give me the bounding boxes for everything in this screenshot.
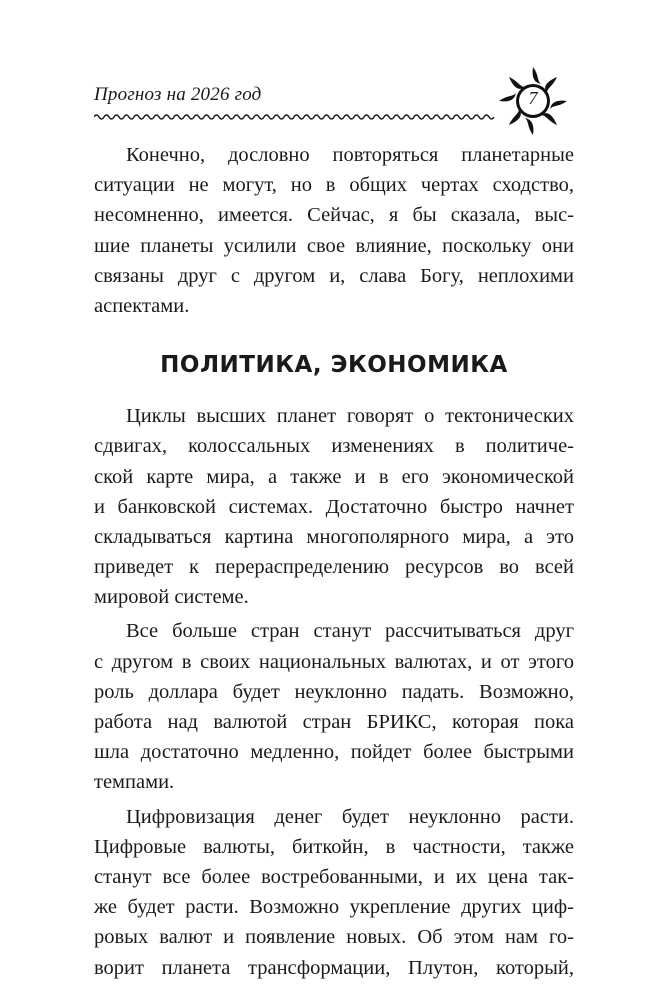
page-header [94,84,574,132]
text-line: аспектами. [94,294,190,317]
text-line: Цифровизация денег будет неуклонно расти. [126,805,574,828]
text-line: шла достаточно медленно, пойдет более быстрыми [94,741,574,764]
page-body [94,140,574,983]
text-line: несомненно, имеется. Сейчас, я бы сказала, выс- [94,204,574,227]
text-line: станут все более востребованными, и их цена так- [94,865,574,888]
text-line: ситуации не могут, но в общих чертах сходство, [94,174,574,197]
text-line: Конечно, дословно повторяться планетарные [126,144,574,166]
text-line: и банковской системах. Достаточно быстро начнет [94,495,574,518]
text-line: темпами. [94,771,175,794]
text-line: с другом в своих национальных валютах, и от этого [94,650,574,673]
text-line: ровых валют и появление новых. Об этом нам го- [94,926,574,949]
text-line: Все больше стран станут рассчитываться друг [126,620,574,643]
text-line: ской карте мира, а также и в его экономической [94,465,574,488]
text-line: приведет к перераспределению ресурсов во всей [94,556,574,579]
text-line: работа над валютой стран БРИКС, которая пока [94,711,574,733]
text-line: ворит планета трансформации, Плутон, который, [94,956,574,979]
running-title: Прогноз на 2026 год [94,84,262,105]
paragraph-intro [94,140,574,321]
page-number: 7 [528,88,538,108]
section-heading: ПОЛИТИКА, ЭКОНОМИКА [160,352,508,379]
text-line: мировой системе. [94,586,249,609]
text-line: шие планеты усилили свое влияние, поскольку они [94,234,574,257]
text-line: складываться картина многополярного мира, а это [94,525,574,548]
text-line: роль доллара будет неуклонно падать. Возможно, [94,680,574,703]
wavy-rule-divider [94,112,498,122]
paragraph-3 [94,802,574,983]
text-line: связаны друг с другом и, слава Богу, неплохими [94,264,574,287]
text-line: Циклы высших планет говорят о тектонических [126,405,574,428]
text-line: сдвигах, колоссальных изменениях в политиче- [94,435,574,458]
text-line: Цифровые валюты, биткойн, в частности, также [94,835,574,858]
paragraph-1 [94,401,574,612]
paragraph-2 [94,616,574,797]
text-line: же будет расти. Возможно укрепление других циф- [94,896,574,919]
